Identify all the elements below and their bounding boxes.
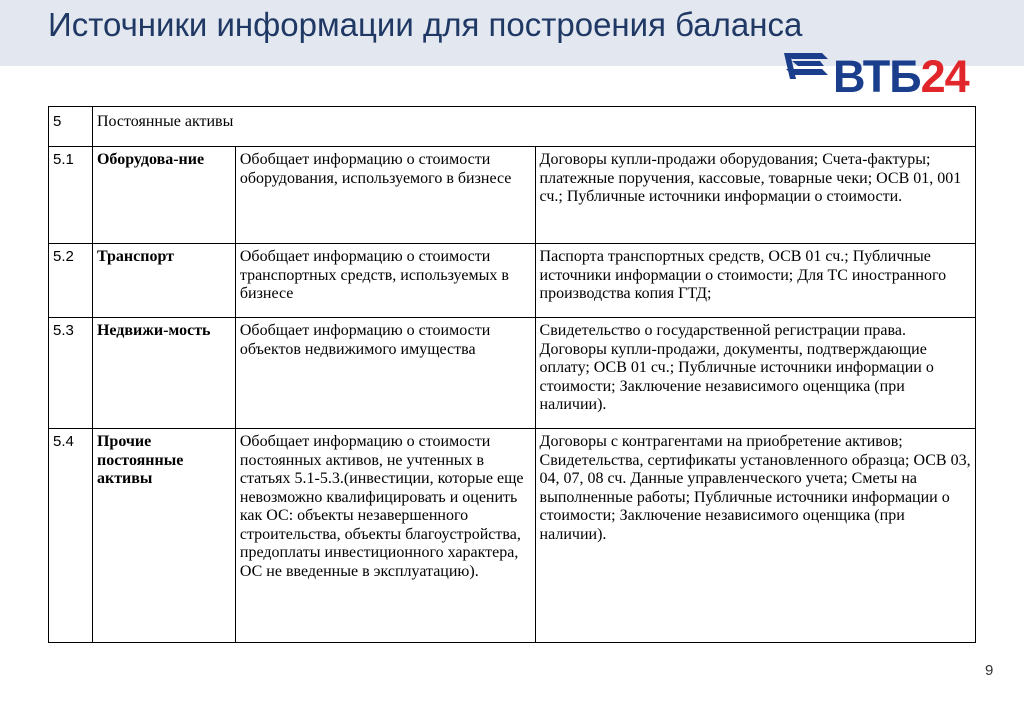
row-number: 5.4 — [49, 429, 93, 643]
section-title: Постоянные активы — [92, 107, 975, 147]
row-number: 5.3 — [49, 318, 93, 429]
slide-title: Источники информации для построения баланса — [48, 6, 803, 43]
balance-sources-table — [48, 106, 976, 643]
row-sources: Договоры с контрагентами на приобретение активов; Свидетельства, сертификаты установленного образца; ОСВ 03, 04, 07, 08 сч. Данные управленческого учета; Сметы на выполненные работы; Публичные источники информации о стоимости; Заключение независимого оценщика (при наличии). — [535, 429, 975, 643]
row-description: Обобщает информацию о стоимости транспортных средств, используемых в бизнесе — [235, 244, 535, 318]
row-number: 5.1 — [49, 147, 93, 244]
table-row — [49, 318, 976, 429]
page-number: 9 — [985, 662, 994, 679]
row-description: Обобщает информацию о стоимости оборудования, используемого в бизнесе — [235, 147, 535, 244]
row-sources: Свидетельство о государственной регистрации права. Договоры купли-продажи, документы, подтверждающие оплату; ОСВ 01 сч.; Публичные источники информации о стоимости; Заключение независимого оценщика (при наличии). — [535, 318, 975, 429]
table-row — [49, 147, 976, 244]
logo-text-vtb: ВТБ — [833, 51, 921, 102]
row-sources: Паспорта транспортных средств, ОСВ 01 сч.; Публичные источники информации о стоимости; Для ТС иностранного производства копия ГТД; — [535, 244, 975, 318]
section-number: 5 — [49, 107, 93, 147]
row-description: Обобщает информацию о стоимости постоянных активов, не учтенных в статьях 5.1-5.3.(инвестиции, которые еще невозможно квалифицировать и оценить как ОС: объекты незавершенного строительства, объекты благоустройства, предоплаты инвестиционного характера, ОС не введенные в эксплуатацию). — [235, 429, 535, 643]
table-row — [49, 429, 976, 643]
table-row — [49, 244, 976, 318]
table-row-section — [49, 107, 976, 147]
vtb-wave-icon — [782, 49, 830, 83]
row-name: Оборудова-ние — [92, 147, 235, 244]
row-name: Прочие постоянные активы — [92, 429, 235, 643]
row-name: Транспорт — [92, 244, 235, 318]
row-description: Обобщает информацию о стоимости объектов недвижимого имущества — [235, 318, 535, 429]
row-name: Недвижи-мость — [92, 318, 235, 429]
row-sources: Договоры купли-продажи оборудования; Счета-фактуры; платежные поручения, кассовые, товарные чеки; ОСВ 01, 001 сч.; Публичные источники информации о стоимости. — [535, 147, 975, 244]
logo-text-24: 24 — [920, 51, 969, 102]
vtb24-logo — [782, 49, 992, 105]
row-number: 5.2 — [49, 244, 93, 318]
